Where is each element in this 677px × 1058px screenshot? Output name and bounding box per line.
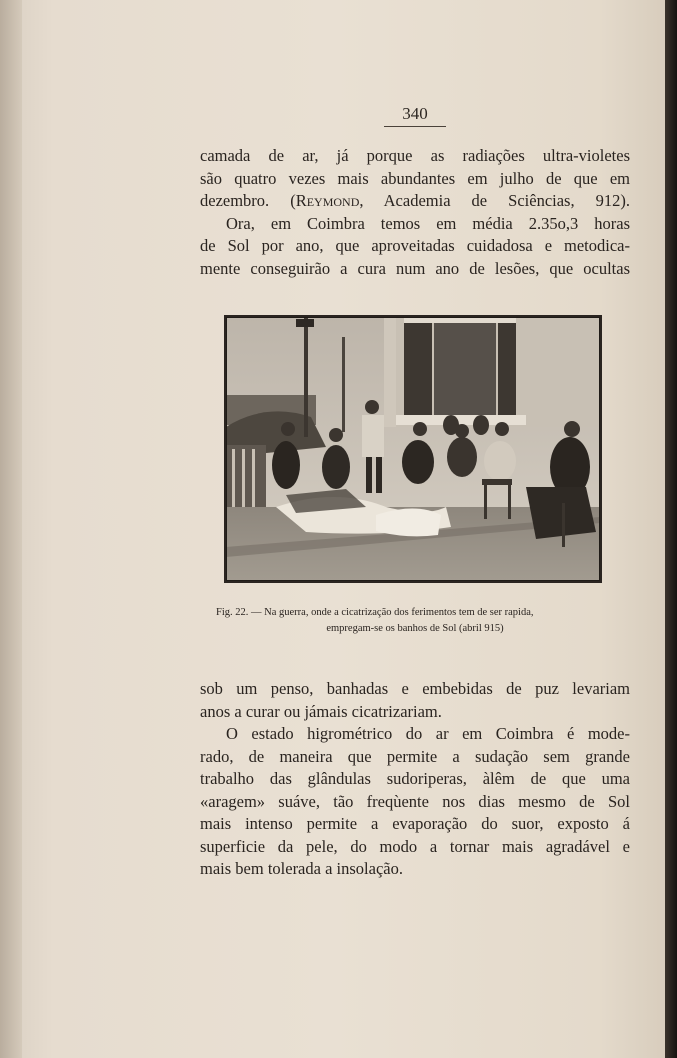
text-line: dezembro. (Reymond, Academia de Sciências, 912). (200, 191, 630, 210)
page-number-rule (384, 126, 446, 127)
text-line: mente conseguirão a cura num ano de lesões, que ocultas (200, 258, 630, 278)
text-line: camada de ar, já porque as radiações ultra-violetes (200, 146, 630, 165)
figure-photograph (224, 315, 602, 583)
text-line: O estado higrométrico do ar em Coimbra é mode- (226, 724, 630, 743)
text-line: rado, de maneira que permite a sudação sem grande (200, 746, 630, 766)
paragraph-bottom (200, 678, 630, 881)
caption-line: empregam-se os banhos de Sol (abril 915) (326, 623, 504, 634)
paragraph-top (200, 145, 630, 280)
text-line: são quatro vezes mais abundantes em julho de que em (200, 168, 630, 188)
text-line: mais intenso permite a evaporação do suor, exposto á (200, 814, 630, 833)
text-line: sob um penso, banhadas e embebidas de puz levariam (200, 679, 630, 698)
text-line: «aragem» suáve, tão freqùente nos dias mesmo de Sol (200, 791, 630, 811)
author-name: Reymond (295, 191, 360, 210)
text-line: anos a curar ou jámais cicatrizariam. (200, 701, 442, 721)
text-line: mais bem tolerada a insolação. (200, 859, 403, 878)
sunbathing-photo (226, 317, 600, 581)
text-line: trabalho das glândulas sudoriperas, àlêm de que uma (200, 769, 630, 788)
page-gutter (0, 0, 22, 1058)
caption-line: Fig. 22. — Na guerra, onde a cicatrização dos ferimentos tem de ser rapida, (216, 607, 534, 618)
figure-caption (200, 605, 630, 637)
page-number: 340 (402, 104, 428, 123)
book-binding-edge (665, 0, 677, 1058)
text-line: superficie da pele, do modo a tornar mais agradável e (200, 836, 630, 856)
text-line: de Sol por ano, que aproveitadas cuidadosa e metodica- (200, 236, 630, 255)
text-line: Ora, em Coimbra temos em média 2.35o,3 horas (226, 213, 630, 233)
